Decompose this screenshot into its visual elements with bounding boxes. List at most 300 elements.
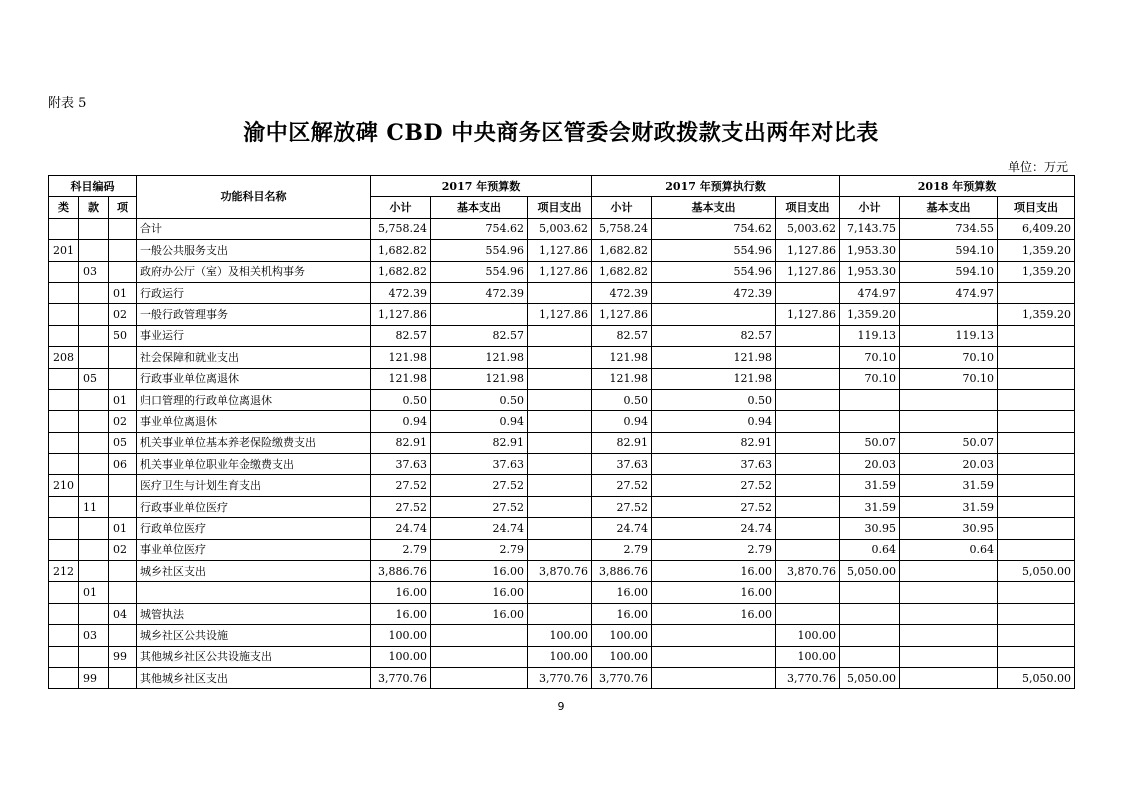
xiang-cell: 04 — [109, 603, 137, 624]
table-body — [49, 218, 1075, 689]
lei-cell — [49, 368, 79, 389]
budget-2017-basic-cell: 554.96 — [431, 261, 528, 282]
execution-2017-subtotal-cell: 0.50 — [592, 389, 652, 410]
budget-2018-subtotal-cell — [840, 646, 900, 667]
execution-2017-basic-cell: 16.00 — [652, 603, 776, 624]
table-row — [49, 475, 1075, 496]
subtotal-header: 小计 — [592, 197, 652, 218]
budget-2018-subtotal-cell: 7,143.75 — [840, 218, 900, 239]
lei-cell: 210 — [49, 475, 79, 496]
table-row — [49, 603, 1075, 624]
unit-label: 单位：万元 — [1007, 160, 1068, 174]
budget-2018-basic-cell — [900, 646, 998, 667]
execution-2017-basic-cell: 82.91 — [652, 432, 776, 453]
execution-2017-project-cell — [776, 454, 840, 475]
kuan-cell — [79, 240, 109, 261]
function-name-cell: 归口管理的行政单位离退休 — [137, 389, 371, 410]
budget-2017-project-cell — [528, 282, 592, 303]
execution-2017-basic-cell: 27.52 — [652, 496, 776, 517]
execution-2017-project-cell: 3,870.76 — [776, 561, 840, 582]
kuan-cell — [79, 646, 109, 667]
execution-2017-subtotal-cell: 472.39 — [592, 282, 652, 303]
execution-2017-basic-cell: 27.52 — [652, 475, 776, 496]
kuan-cell — [79, 518, 109, 539]
xiang-cell — [109, 261, 137, 282]
budget-2017-project-cell — [528, 389, 592, 410]
xiang-cell — [109, 667, 137, 688]
budget-2017-basic-cell: 754.62 — [431, 218, 528, 239]
execution-2017-basic-cell: 754.62 — [652, 218, 776, 239]
execution-2017-project-cell — [776, 603, 840, 624]
table-row — [49, 347, 1075, 368]
lei-cell — [49, 389, 79, 410]
kuan-cell — [79, 389, 109, 410]
function-name-cell: 社会保障和就业支出 — [137, 347, 371, 368]
budget-2017-basic-cell: 0.50 — [431, 389, 528, 410]
subtotal-header: 小计 — [371, 197, 431, 218]
budget-2017-project-cell: 1,127.86 — [528, 240, 592, 261]
budget-2017-basic-cell — [431, 304, 528, 325]
execution-2017-header: 2017 年预算执行数 — [592, 176, 840, 197]
execution-2017-subtotal-cell: 0.94 — [592, 411, 652, 432]
budget-2017-project-cell: 3,770.76 — [528, 667, 592, 688]
budget-2018-header: 2018 年预算数 — [840, 176, 1075, 197]
budget-2018-project-cell — [998, 347, 1075, 368]
budget-2017-project-cell — [528, 432, 592, 453]
budget-2017-subtotal-cell: 3,770.76 — [371, 667, 431, 688]
table-row — [49, 325, 1075, 346]
budget-2017-subtotal-cell: 24.74 — [371, 518, 431, 539]
lei-cell: 208 — [49, 347, 79, 368]
budget-2017-basic-cell: 0.94 — [431, 411, 528, 432]
budget-2018-project-cell — [998, 646, 1075, 667]
budget-2018-project-cell: 5,050.00 — [998, 667, 1075, 688]
budget-2017-basic-cell: 2.79 — [431, 539, 528, 560]
execution-2017-subtotal-cell: 2.79 — [592, 539, 652, 560]
execution-2017-subtotal-cell: 1,682.82 — [592, 240, 652, 261]
budget-2017-project-cell — [528, 454, 592, 475]
xiang-cell — [109, 625, 137, 646]
project-header: 项目支出 — [776, 197, 840, 218]
basic-header: 基本支出 — [431, 197, 528, 218]
xiang-cell — [109, 218, 137, 239]
basic-header: 基本支出 — [652, 197, 776, 218]
budget-2017-subtotal-cell: 0.50 — [371, 389, 431, 410]
execution-2017-basic-cell: 37.63 — [652, 454, 776, 475]
budget-2018-project-cell — [998, 603, 1075, 624]
function-name-cell: 政府办公厅（室）及相关机构事务 — [137, 261, 371, 282]
budget-2018-subtotal-cell: 1,953.30 — [840, 261, 900, 282]
function-name-cell: 城管执法 — [137, 603, 371, 624]
budget-2017-project-cell — [528, 368, 592, 389]
budget-2017-subtotal-cell: 16.00 — [371, 603, 431, 624]
budget-2018-basic-cell: 70.10 — [900, 347, 998, 368]
subtotal-header: 小计 — [840, 197, 900, 218]
execution-2017-subtotal-cell: 121.98 — [592, 368, 652, 389]
execution-2017-subtotal-cell: 100.00 — [592, 646, 652, 667]
budget-2017-basic-cell: 24.74 — [431, 518, 528, 539]
page-title: 渝中区解放碑 CBD 中央商务区管委会财政拨款支出两年对比表 — [243, 120, 879, 146]
function-name-cell: 其他城乡社区支出 — [137, 667, 371, 688]
kuan-cell — [79, 347, 109, 368]
function-name-cell: 城乡社区公共设施 — [137, 625, 371, 646]
table-row — [49, 304, 1075, 325]
lei-cell — [49, 518, 79, 539]
table-row — [49, 667, 1075, 688]
table-row — [49, 646, 1075, 667]
budget-2018-project-cell — [998, 432, 1075, 453]
budget-2018-project-cell — [998, 368, 1075, 389]
execution-2017-project-cell — [776, 389, 840, 410]
budget-2018-basic-cell: 20.03 — [900, 454, 998, 475]
execution-2017-project-cell — [776, 475, 840, 496]
budget-2017-basic-cell: 16.00 — [431, 561, 528, 582]
kuan-cell — [79, 411, 109, 432]
kuan-cell: 11 — [79, 496, 109, 517]
budget-2018-project-cell — [998, 539, 1075, 560]
budget-2018-subtotal-cell: 119.13 — [840, 325, 900, 346]
table-header — [49, 176, 1075, 219]
xiang-cell — [109, 347, 137, 368]
xiang-cell: 02 — [109, 304, 137, 325]
execution-2017-subtotal-cell: 3,770.76 — [592, 667, 652, 688]
xiang-cell: 01 — [109, 518, 137, 539]
xiang-cell: 02 — [109, 539, 137, 560]
budget-2017-basic-cell: 82.57 — [431, 325, 528, 346]
execution-2017-subtotal-cell: 27.52 — [592, 496, 652, 517]
xiang-cell: 05 — [109, 432, 137, 453]
execution-2017-basic-cell — [652, 625, 776, 646]
execution-2017-project-cell — [776, 432, 840, 453]
execution-2017-project-cell — [776, 518, 840, 539]
budget-2018-subtotal-cell — [840, 625, 900, 646]
table-row — [49, 240, 1075, 261]
budget-2018-project-cell — [998, 496, 1075, 517]
budget-2018-subtotal-cell: 5,050.00 — [840, 667, 900, 688]
xiang-header: 项 — [109, 197, 137, 218]
table-row — [49, 411, 1075, 432]
budget-2017-basic-cell: 82.91 — [431, 432, 528, 453]
budget-2018-subtotal-cell: 50.07 — [840, 432, 900, 453]
budget-2017-subtotal-cell: 5,758.24 — [371, 218, 431, 239]
execution-2017-project-cell: 1,127.86 — [776, 240, 840, 261]
xiang-cell — [109, 561, 137, 582]
budget-2017-subtotal-cell: 100.00 — [371, 625, 431, 646]
budget-2018-subtotal-cell: 31.59 — [840, 496, 900, 517]
execution-2017-subtotal-cell: 1,682.82 — [592, 261, 652, 282]
lei-cell — [49, 411, 79, 432]
budget-2017-subtotal-cell: 27.52 — [371, 475, 431, 496]
kuan-cell — [79, 218, 109, 239]
table-row — [49, 561, 1075, 582]
budget-2018-project-cell — [998, 518, 1075, 539]
budget-2018-subtotal-cell: 30.95 — [840, 518, 900, 539]
budget-2018-basic-cell: 734.55 — [900, 218, 998, 239]
function-name-cell: 城乡社区支出 — [137, 561, 371, 582]
code-group-header: 科目编码 — [49, 176, 137, 197]
budget-2018-subtotal-cell: 20.03 — [840, 454, 900, 475]
execution-2017-project-cell: 3,770.76 — [776, 667, 840, 688]
budget-2018-basic-cell: 594.10 — [900, 261, 998, 282]
budget-2018-subtotal-cell — [840, 411, 900, 432]
lei-cell — [49, 603, 79, 624]
xiang-cell: 06 — [109, 454, 137, 475]
budget-2018-subtotal-cell — [840, 603, 900, 624]
budget-2017-project-cell — [528, 475, 592, 496]
lei-cell — [49, 582, 79, 603]
budget-2018-subtotal-cell: 70.10 — [840, 368, 900, 389]
budget-2017-project-cell: 100.00 — [528, 625, 592, 646]
execution-2017-basic-cell: 472.39 — [652, 282, 776, 303]
kuan-cell — [79, 454, 109, 475]
budget-2018-basic-cell: 119.13 — [900, 325, 998, 346]
budget-2018-basic-cell — [900, 389, 998, 410]
kuan-cell — [79, 539, 109, 560]
budget-2018-subtotal-cell: 1,359.20 — [840, 304, 900, 325]
execution-2017-basic-cell: 121.98 — [652, 347, 776, 368]
lei-cell: 201 — [49, 240, 79, 261]
budget-2017-subtotal-cell: 1,682.82 — [371, 240, 431, 261]
table-row — [49, 539, 1075, 560]
kuan-cell — [79, 325, 109, 346]
kuan-cell: 99 — [79, 667, 109, 688]
execution-2017-subtotal-cell: 121.98 — [592, 347, 652, 368]
table-row — [49, 518, 1075, 539]
budget-2018-basic-cell — [900, 603, 998, 624]
kuan-cell: 03 — [79, 261, 109, 282]
execution-2017-subtotal-cell: 82.57 — [592, 325, 652, 346]
function-name-cell: 一般行政管理事务 — [137, 304, 371, 325]
budget-2017-basic-cell — [431, 667, 528, 688]
execution-2017-subtotal-cell: 27.52 — [592, 475, 652, 496]
budget-2018-basic-cell: 31.59 — [900, 496, 998, 517]
function-name-cell: 其他城乡社区公共设施支出 — [137, 646, 371, 667]
budget-2018-project-cell: 5,050.00 — [998, 561, 1075, 582]
budget-2017-basic-cell: 472.39 — [431, 282, 528, 303]
kuan-cell — [79, 603, 109, 624]
budget-2017-project-cell — [528, 518, 592, 539]
kuan-cell: 03 — [79, 625, 109, 646]
budget-2017-subtotal-cell: 121.98 — [371, 347, 431, 368]
budget-2017-basic-cell: 16.00 — [431, 582, 528, 603]
xiang-cell: 01 — [109, 389, 137, 410]
budget-2018-subtotal-cell: 0.64 — [840, 539, 900, 560]
execution-2017-basic-cell — [652, 304, 776, 325]
budget-2018-basic-cell: 31.59 — [900, 475, 998, 496]
budget-2017-basic-cell: 37.63 — [431, 454, 528, 475]
table-row — [49, 218, 1075, 239]
budget-2018-project-cell: 6,409.20 — [998, 218, 1075, 239]
execution-2017-subtotal-cell: 37.63 — [592, 454, 652, 475]
table-row — [49, 454, 1075, 475]
budget-2017-subtotal-cell: 0.94 — [371, 411, 431, 432]
budget-2018-project-cell — [998, 389, 1075, 410]
budget-2017-basic-cell: 554.96 — [431, 240, 528, 261]
lei-cell — [49, 218, 79, 239]
budget-2017-subtotal-cell: 100.00 — [371, 646, 431, 667]
budget-2018-subtotal-cell: 5,050.00 — [840, 561, 900, 582]
lei-cell — [49, 432, 79, 453]
execution-2017-project-cell — [776, 582, 840, 603]
execution-2017-project-cell — [776, 282, 840, 303]
function-name-cell: 行政事业单位离退休 — [137, 368, 371, 389]
table-row — [49, 625, 1075, 646]
execution-2017-basic-cell: 0.94 — [652, 411, 776, 432]
budget-2017-project-cell: 100.00 — [528, 646, 592, 667]
lei-cell — [49, 539, 79, 560]
budget-2017-project-cell: 1,127.86 — [528, 304, 592, 325]
budget-2018-project-cell: 1,359.20 — [998, 240, 1075, 261]
table-row — [49, 389, 1075, 410]
budget-2017-project-cell — [528, 347, 592, 368]
xiang-cell — [109, 368, 137, 389]
budget-2018-project-cell — [998, 282, 1075, 303]
function-name-cell: 行政运行 — [137, 282, 371, 303]
xiang-cell: 99 — [109, 646, 137, 667]
budget-2018-basic-cell: 30.95 — [900, 518, 998, 539]
execution-2017-project-cell — [776, 411, 840, 432]
budget-2018-basic-cell — [900, 582, 998, 603]
budget-2018-basic-cell: 474.97 — [900, 282, 998, 303]
kuan-cell — [79, 475, 109, 496]
execution-2017-subtotal-cell: 1,127.86 — [592, 304, 652, 325]
page-number: 9 — [557, 700, 565, 713]
budget-2018-project-cell — [998, 325, 1075, 346]
budget-2018-basic-cell — [900, 411, 998, 432]
budget-2017-basic-cell — [431, 625, 528, 646]
budget-2018-basic-cell — [900, 304, 998, 325]
lei-cell — [49, 667, 79, 688]
xiang-cell: 02 — [109, 411, 137, 432]
execution-2017-subtotal-cell: 5,758.24 — [592, 218, 652, 239]
kuan-cell: 05 — [79, 368, 109, 389]
execution-2017-basic-cell: 16.00 — [652, 582, 776, 603]
xiang-cell — [109, 475, 137, 496]
table-row — [49, 496, 1075, 517]
budget-2017-subtotal-cell: 37.63 — [371, 454, 431, 475]
budget-2018-subtotal-cell: 31.59 — [840, 475, 900, 496]
execution-2017-basic-cell: 2.79 — [652, 539, 776, 560]
execution-2017-basic-cell: 82.57 — [652, 325, 776, 346]
kuan-cell — [79, 432, 109, 453]
xiang-cell — [109, 582, 137, 603]
execution-2017-project-cell: 100.00 — [776, 625, 840, 646]
budget-2018-project-cell — [998, 411, 1075, 432]
lei-cell — [49, 282, 79, 303]
budget-2017-project-cell: 3,870.76 — [528, 561, 592, 582]
budget-2018-project-cell: 1,359.20 — [998, 304, 1075, 325]
function-name-cell: 事业单位离退休 — [137, 411, 371, 432]
kuan-cell — [79, 304, 109, 325]
budget-2017-subtotal-cell: 82.57 — [371, 325, 431, 346]
kuan-cell — [79, 561, 109, 582]
kuan-header: 款 — [79, 197, 109, 218]
execution-2017-basic-cell — [652, 646, 776, 667]
budget-2018-basic-cell — [900, 625, 998, 646]
budget-2018-basic-cell: 70.10 — [900, 368, 998, 389]
xiang-cell: 01 — [109, 282, 137, 303]
execution-2017-subtotal-cell: 16.00 — [592, 582, 652, 603]
table-row — [49, 368, 1075, 389]
budget-2017-subtotal-cell: 1,127.86 — [371, 304, 431, 325]
function-name-cell: 医疗卫生与计划生育支出 — [137, 475, 371, 496]
execution-2017-subtotal-cell: 100.00 — [592, 625, 652, 646]
budget-2017-project-cell — [528, 539, 592, 560]
budget-2018-basic-cell: 0.64 — [900, 539, 998, 560]
budget-2017-project-cell: 1,127.86 — [528, 261, 592, 282]
budget-2017-subtotal-cell: 3,886.76 — [371, 561, 431, 582]
lei-header: 类 — [49, 197, 79, 218]
budget-2017-basic-cell: 121.98 — [431, 368, 528, 389]
function-name-cell — [137, 582, 371, 603]
execution-2017-basic-cell: 554.96 — [652, 261, 776, 282]
basic-header: 基本支出 — [900, 197, 998, 218]
project-header: 项目支出 — [998, 197, 1075, 218]
budget-2018-subtotal-cell — [840, 389, 900, 410]
execution-2017-subtotal-cell: 24.74 — [592, 518, 652, 539]
xiang-cell — [109, 496, 137, 517]
execution-2017-basic-cell: 121.98 — [652, 368, 776, 389]
execution-2017-project-cell — [776, 325, 840, 346]
header-row-1 — [49, 176, 1075, 197]
budget-comparison-table — [48, 175, 1075, 689]
kuan-cell: 01 — [79, 582, 109, 603]
execution-2017-basic-cell: 16.00 — [652, 561, 776, 582]
execution-2017-project-cell — [776, 368, 840, 389]
function-name-cell: 行政事业单位医疗 — [137, 496, 371, 517]
budget-2018-subtotal-cell: 474.97 — [840, 282, 900, 303]
budget-2017-basic-cell: 27.52 — [431, 496, 528, 517]
budget-2018-project-cell — [998, 475, 1075, 496]
execution-2017-project-cell — [776, 539, 840, 560]
execution-2017-project-cell: 1,127.86 — [776, 261, 840, 282]
budget-2018-project-cell — [998, 582, 1075, 603]
execution-2017-basic-cell: 24.74 — [652, 518, 776, 539]
budget-2017-project-cell — [528, 603, 592, 624]
lei-cell — [49, 646, 79, 667]
budget-2018-project-cell — [998, 625, 1075, 646]
execution-2017-basic-cell: 0.50 — [652, 389, 776, 410]
budget-2017-subtotal-cell: 82.91 — [371, 432, 431, 453]
budget-2018-basic-cell: 594.10 — [900, 240, 998, 261]
budget-2017-basic-cell: 121.98 — [431, 347, 528, 368]
xiang-cell — [109, 240, 137, 261]
lei-cell — [49, 454, 79, 475]
function-name-header: 功能科目名称 — [137, 176, 371, 219]
execution-2017-subtotal-cell: 3,886.76 — [592, 561, 652, 582]
table-row — [49, 432, 1075, 453]
budget-2017-header: 2017 年预算数 — [371, 176, 592, 197]
lei-cell — [49, 496, 79, 517]
lei-cell — [49, 261, 79, 282]
budget-2018-basic-cell: 50.07 — [900, 432, 998, 453]
budget-2017-subtotal-cell: 1,682.82 — [371, 261, 431, 282]
budget-2017-project-cell: 5,003.62 — [528, 218, 592, 239]
budget-2018-project-cell: 1,359.20 — [998, 261, 1075, 282]
budget-2017-project-cell — [528, 496, 592, 517]
budget-2017-subtotal-cell: 27.52 — [371, 496, 431, 517]
table-row — [49, 261, 1075, 282]
budget-2018-project-cell — [998, 454, 1075, 475]
function-name-cell: 合计 — [137, 218, 371, 239]
kuan-cell — [79, 282, 109, 303]
xiang-cell: 50 — [109, 325, 137, 346]
budget-2017-project-cell — [528, 582, 592, 603]
budget-2017-basic-cell: 27.52 — [431, 475, 528, 496]
budget-2017-basic-cell — [431, 646, 528, 667]
budget-2017-project-cell — [528, 411, 592, 432]
execution-2017-project-cell: 5,003.62 — [776, 218, 840, 239]
